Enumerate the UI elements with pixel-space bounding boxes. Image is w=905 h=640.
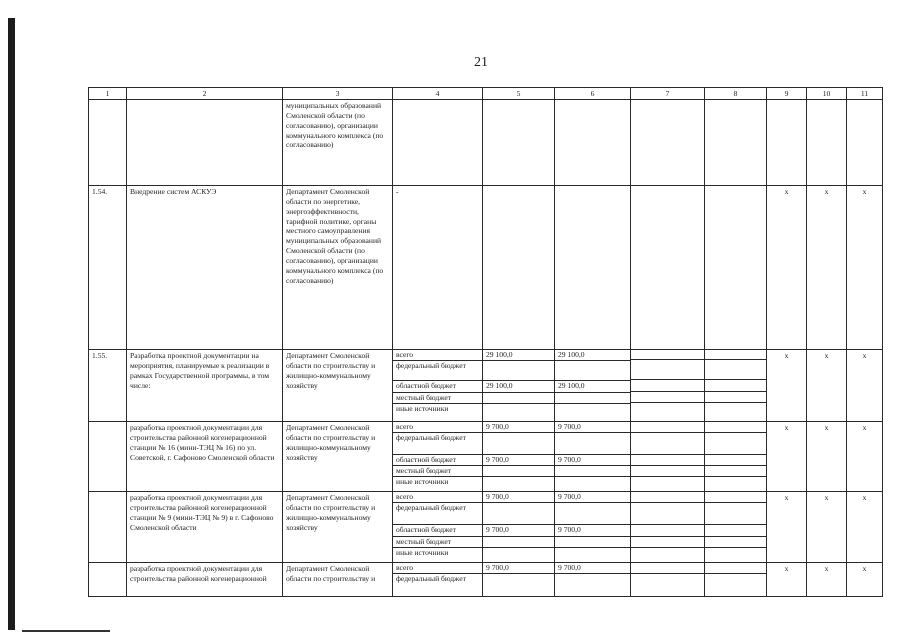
value-cell: 9 700,0 bbox=[555, 492, 630, 502]
value-column-6 bbox=[555, 422, 631, 492]
value-cell: 9 700,0 bbox=[555, 454, 630, 465]
column-header-row bbox=[89, 88, 883, 100]
mark-cell: x bbox=[847, 492, 883, 563]
executor-cell: Департамент Смоленской области по строительству и bbox=[283, 563, 393, 597]
source-label: федеральный бюджет bbox=[396, 573, 466, 583]
mark-cell: x bbox=[847, 350, 883, 422]
activity-name: разработка проектной документации для строительства районной когенерационной станции № 16 (мини-ТЭЦ № 16) по ул. Советской, г. Сафоново Смоленской области bbox=[127, 422, 283, 492]
source-label: всего bbox=[393, 350, 482, 360]
value-cell: 9 700,0 bbox=[555, 524, 630, 536]
budget-table bbox=[88, 87, 883, 597]
source-label: всего bbox=[393, 492, 482, 502]
value-cell bbox=[483, 432, 554, 454]
source-cell: - bbox=[393, 186, 483, 350]
source-label: местный бюджет bbox=[393, 465, 482, 476]
value-cell bbox=[555, 360, 630, 380]
activity-name: разработка проектной документации для строительства районной когенерационной станции № 9 (мини-ТЭЦ № 9) в г. Сафоново Смоленской области bbox=[127, 492, 283, 563]
table-row-continuation bbox=[89, 100, 883, 186]
funding-sources bbox=[393, 563, 483, 597]
mark-cell: x bbox=[767, 563, 807, 597]
source-label: иные источники bbox=[396, 547, 449, 557]
col-header: 8 bbox=[705, 88, 767, 100]
source-label: областной бюджет bbox=[393, 454, 482, 465]
col-header: 6 bbox=[555, 88, 631, 100]
value-cell bbox=[555, 392, 630, 403]
executor-cell: Департамент Смоленской области по строительству и жилищно-коммунальному хозяйству bbox=[283, 422, 393, 492]
value-cell bbox=[483, 392, 554, 403]
value-cell bbox=[483, 465, 554, 476]
value-cell bbox=[483, 476, 554, 486]
table-row-1-55 bbox=[89, 350, 883, 422]
col-header: 10 bbox=[807, 88, 847, 100]
activity-name: Разработка проектной документации на мероприятия, планируемые к реализации в рамках Государственной программы, в том числе: bbox=[127, 350, 283, 422]
executor-cell: Департамент Смоленской области по строительству и жилищно-коммунальному хозяйству bbox=[283, 350, 393, 422]
value-column-6 bbox=[555, 350, 631, 422]
value-cell: 9 700,0 bbox=[555, 422, 630, 432]
source-label: федеральный бюджет bbox=[393, 502, 482, 524]
source-label: местный бюджет bbox=[393, 392, 482, 403]
mark-cell: x bbox=[807, 422, 847, 492]
value-column-6 bbox=[555, 492, 631, 563]
value-cell bbox=[555, 547, 630, 557]
value-cell bbox=[555, 403, 630, 413]
row-number: 1.54. bbox=[89, 186, 127, 350]
funding-sources bbox=[393, 492, 483, 563]
source-label: всего bbox=[393, 422, 482, 432]
value-cell: 29 100,0 bbox=[555, 350, 630, 360]
value-cell bbox=[483, 547, 554, 557]
mark-cell: x bbox=[807, 492, 847, 563]
value-cell bbox=[483, 536, 554, 547]
col-header: 5 bbox=[483, 88, 555, 100]
activity-name: разработка проектной документации для строительства районной когенерационной bbox=[127, 563, 283, 597]
activity-name: Внедрение систем АСКУЭ bbox=[127, 186, 283, 350]
mark-cell: x bbox=[847, 186, 883, 350]
scan-edge-bottom bbox=[22, 630, 110, 632]
value-cell: 9 700,0 bbox=[483, 524, 554, 536]
page-number: 21 bbox=[474, 55, 488, 70]
value-cell bbox=[483, 502, 554, 524]
mark-cell: x bbox=[847, 422, 883, 492]
value-cell: 9 700,0 bbox=[555, 563, 630, 573]
value-cell bbox=[555, 476, 630, 486]
source-label: федеральный бюджет bbox=[393, 432, 482, 454]
source-label: всего bbox=[393, 563, 482, 573]
mark-cell: x bbox=[767, 350, 807, 422]
value-cell: 9 700,0 bbox=[483, 422, 554, 432]
value-cell bbox=[555, 536, 630, 547]
mark-cell: x bbox=[767, 422, 807, 492]
value-column-5 bbox=[483, 422, 555, 492]
source-label: иные источники bbox=[396, 476, 449, 486]
value-cell bbox=[555, 465, 630, 476]
value-cell bbox=[555, 573, 630, 595]
col-header: 3 bbox=[283, 88, 393, 100]
funding-sources bbox=[393, 422, 483, 492]
executor-cell: Департамент Смоленской области по энергетике, энергоэффективности, тарифной политике, органы местного самоуправления муниципальных образований Смоленской области (по согласованию), организации коммунального комплекса (по согласованию) bbox=[283, 186, 393, 350]
value-column-5 bbox=[483, 563, 555, 597]
value-cell bbox=[483, 360, 554, 380]
source-label: областной бюджет bbox=[393, 524, 482, 536]
table-row-last bbox=[89, 563, 883, 597]
col-header: 9 bbox=[767, 88, 807, 100]
value-cell bbox=[555, 502, 630, 524]
table-row-tec-9 bbox=[89, 492, 883, 563]
value-column-5 bbox=[483, 350, 555, 422]
value-cell: 9 700,0 bbox=[483, 492, 554, 502]
source-label: областной бюджет bbox=[393, 380, 482, 392]
value-cell bbox=[483, 573, 554, 595]
col-header: 1 bbox=[89, 88, 127, 100]
executor-cell: муниципальных образований Смоленской области (по согласованию), организации коммунального комплекса (по согласованию) bbox=[283, 100, 393, 186]
scan-edge-left bbox=[8, 18, 15, 630]
funding-sources bbox=[393, 350, 483, 422]
value-cell bbox=[483, 403, 554, 413]
mark-cell: x bbox=[767, 186, 807, 350]
mark-cell: x bbox=[807, 186, 847, 350]
col-header: 7 bbox=[631, 88, 705, 100]
mark-cell: x bbox=[807, 563, 847, 597]
value-cell: 29 100,0 bbox=[555, 380, 630, 392]
value-cell: 9 700,0 bbox=[483, 454, 554, 465]
source-label: местный бюджет bbox=[393, 536, 482, 547]
value-column-6 bbox=[555, 563, 631, 597]
col-header: 4 bbox=[393, 88, 483, 100]
row-number: 1.55. bbox=[89, 350, 127, 422]
mark-cell: x bbox=[847, 563, 883, 597]
mark-cell: x bbox=[767, 492, 807, 563]
value-cell: 9 700,0 bbox=[483, 563, 554, 573]
executor-cell: Департамент Смоленской области по строительству и жилищно-коммунальному хозяйству bbox=[283, 492, 393, 563]
source-label: федеральный бюджет bbox=[393, 360, 482, 380]
value-column-5 bbox=[483, 492, 555, 563]
mark-cell: x bbox=[807, 350, 847, 422]
table-row-tec-16 bbox=[89, 422, 883, 492]
value-cell: 29 100,0 bbox=[483, 380, 554, 392]
table-row-1-54 bbox=[89, 186, 883, 350]
value-cell bbox=[555, 432, 630, 454]
col-header: 11 bbox=[847, 88, 883, 100]
value-cell: 29 100,0 bbox=[483, 350, 554, 360]
col-header: 2 bbox=[127, 88, 283, 100]
source-label: иные источники bbox=[396, 403, 449, 413]
